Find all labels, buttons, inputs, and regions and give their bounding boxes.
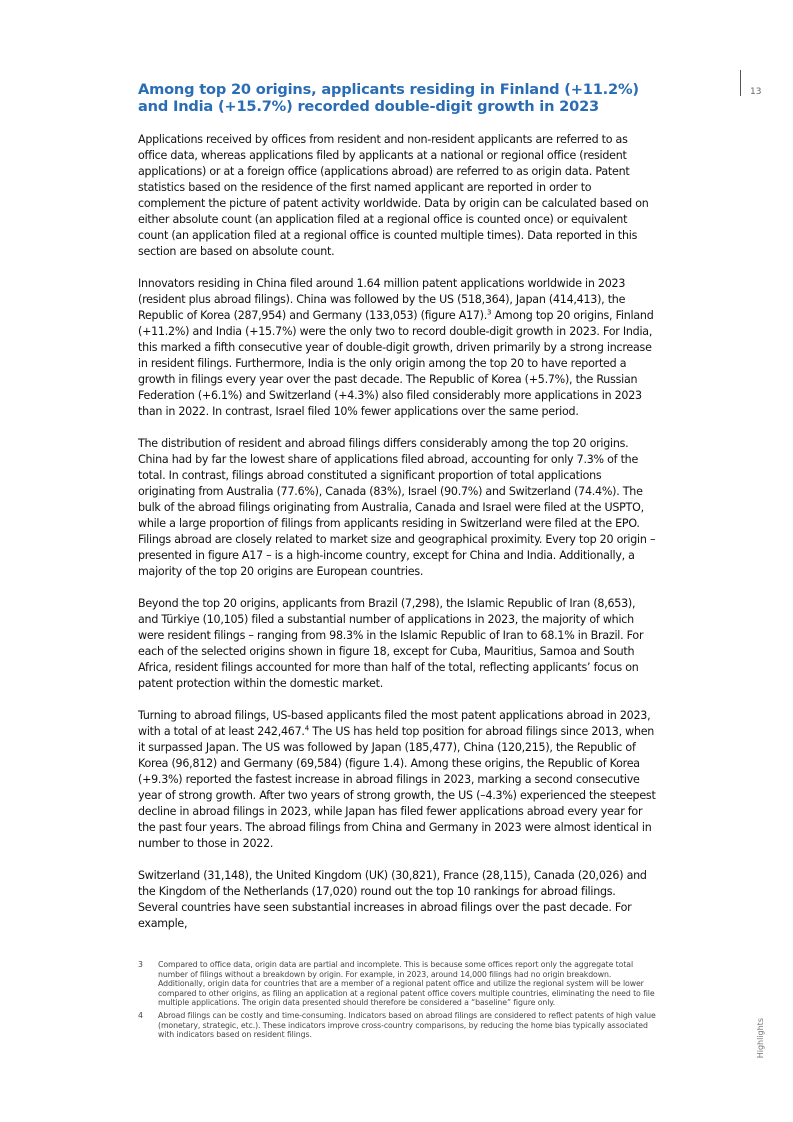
paragraph-text: Among top 20 origins, Finland (+11.2%) and India (+15.7%) were the only two to record double-digit growth in 2023. For India, this marked a fifth consecutive year of double-digit growth, driven primarily by a strong increase in resident filings. Furthermore, India is the only origin among the top 20 to have reported a growth in filings every year over the past decade. The Republic of Korea (+5.7%), the Russian Federation (+6.1%) and Switzerland (+4.3%) also filed considerably more applications in 2023 than in 2022. In contrast, Israel filed 10% fewer applications over the same period. (138, 309, 654, 418)
paragraph-beyond-top-20: Beyond the top 20 origins, applicants from Brazil (7,298), the Islamic Republic of Iran (8,653), and Türkiye (10,105) filed a substantial number of applications in 2023, the majority of which were resident filings – ranging from 98.3% in the Islamic Republic of Iran to 68.1% in Brazil. For each of the selected origins shown in figure 18, except for Cuba, Mauritius, Samoa and South Africa, resident filings accounted for more than half of the total, reflecting applicants’ focus on patent protection within the domestic market. (138, 597, 644, 690)
page-number-rule (740, 70, 741, 96)
paragraph-abroad-filings (138, 708, 658, 852)
footnote-text: Abroad filings can be costly and time-consuming. Indicators based on abroad filings are considered to reflect patents of high value (monetary, strategic, etc.). These indicators improve cross-country comparisons, by reducing the home bias typically associated with indicators based on resident filings. (158, 1010, 656, 1040)
body-text (138, 132, 658, 948)
footnote-ref-4[interactable]: 4 (304, 724, 309, 733)
page-number: 13 (750, 87, 762, 97)
footnote-number: 4 (138, 1010, 143, 1020)
footnote-4 (138, 1011, 658, 1040)
paragraph-text: Turning to abroad filings, US-based applicants filed the most patent applications abroad in 2023, with a total of at least 242,467. (138, 709, 651, 738)
footnote-3 (138, 960, 658, 1008)
paragraph-innovators-china (138, 276, 658, 420)
paragraph-text: Innovators residing in China filed around 1.64 million patent applications worldwide in 2023 (resident plus abroad filings). China was followed by the US (518,364), Japan (414,413), the Republic of Korea (287,954) and Germany (133,053) (figure A17). (138, 277, 626, 322)
footnotes (138, 960, 658, 1043)
footnote-number: 3 (138, 960, 143, 969)
paragraph-origin-data-definition: Applications received by offices from resident and non-resident applicants are referred to as office data, whereas applications filed by applicants at a national or regional office (resident applications) or at a foreign office (applications abroad) are referred to as origin data. Patent statistics based on the residence of the first named applicant are reported in order to complement the picture of patent activity worldwide. Data by origin can be calculated based on either absolute count (an application filed at a regional office is counted once) or equivalent count (an application filed at a regional office is counted multiple times). Data reported in this section are based on absolute count. (138, 133, 649, 258)
section-heading: Among top 20 origins, applicants residing in Finland (+11.2%) and India (+15.7%) recorded double-digit growth in 2023 (138, 81, 639, 115)
paragraph-text: The US has held top position for abroad filings since 2013, when it surpassed Japan. The US was followed by Japan (185,477), China (120,215), the Republic of Korea (96,812) and Germany (69,584) (figure 1.4). Among these origins, the Republic of Korea (+9.3%) reported the fastest increase in abroad filings in 2023, marking a second consecutive year of strong growth. After two years of strong growth, the US (–4.3%) experienced the steepest decline in abroad filings in 2023, while Japan has filed fewer applications abroad every year for the past four years. The abroad filings from China and Germany in 2023 were almost identical in number to those in 2022. (138, 725, 656, 850)
paragraph-resident-abroad-distribution: The distribution of resident and abroad filings differs considerably among the top 20 origins. China had by far the lowest share of applications filed abroad, accounting for only 7.3% of the total. In contrast, filings abroad constituted a significant proportion of total applications originating from Australia (77.6%), Canada (83%), Israel (90.7%) and Switzerland (74.4%). The bulk of the abroad filings originating from Australia, Canada and Israel were filed at the USPTO, while a large proportion of filings from applicants residing in Switzerland were filed at the EPO. Filings abroad are closely related to market size and geographical proximity. Every top 20 origin – presented in figure A17 – is a high-income country, except for China and India. Additionally, a majority of the top 20 origins are European countries. (138, 437, 656, 578)
footnote-text: Compared to office data, origin data are partial and incomplete. This is because some offices report only the aggregate total number of filings without a breakdown by origin. For example, in 2023, around 14,000 filings had no origin breakdown. Additionally, origin data for countries that are a member of a regional patent office and utilize the regional system will be lower compared to other origins, as filing an application at a regional patent office covers multiple countries, eliminating the need to file multiple applications. The origin data presented should therefore be considered a “baseline” figure only. (158, 960, 655, 1008)
section-label: Highlights (756, 1018, 765, 1059)
footnote-ref-3[interactable]: 3 (487, 308, 492, 317)
paragraph-top-10-abroad: Switzerland (31,148), the United Kingdom (UK) (30,821), France (28,115), Canada (20,026) and the Kingdom of the Netherlands (17,020) round out the top 10 rankings for abroad filings. Several countries have seen substantial increases in abroad filings over the past decade. For example, (138, 869, 647, 930)
